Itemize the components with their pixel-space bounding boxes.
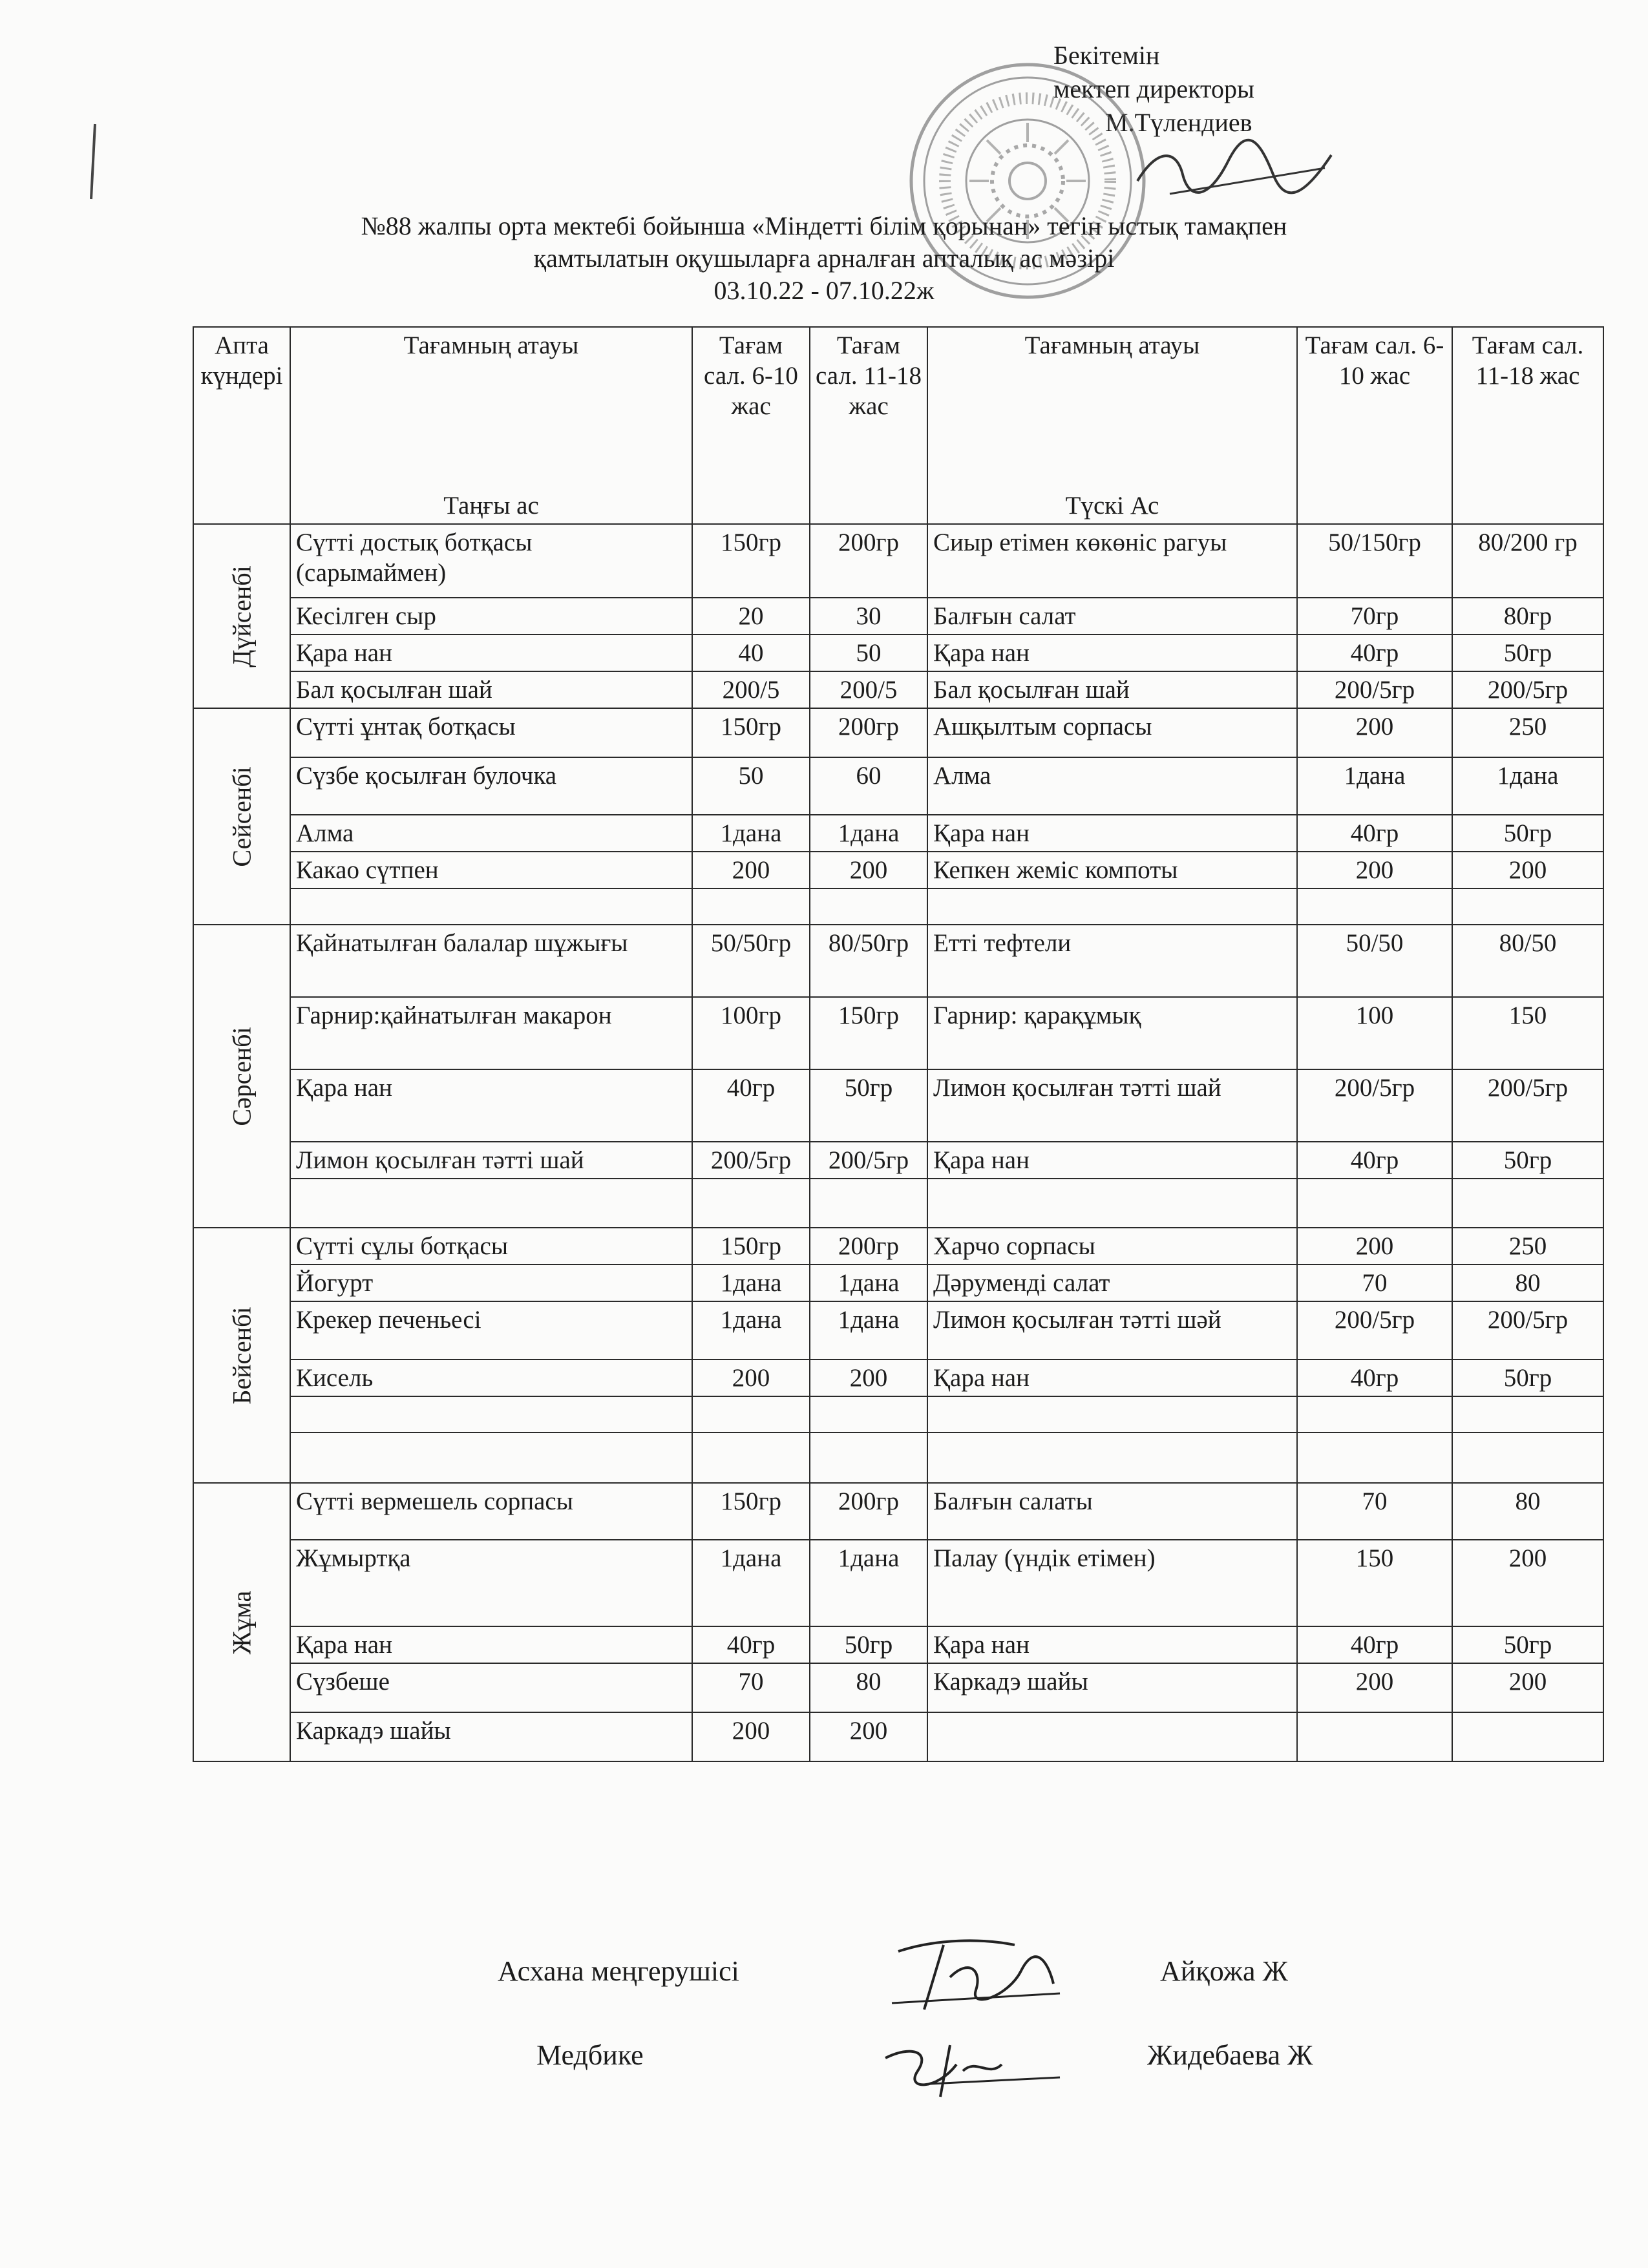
table-row: [193, 1626, 1603, 1663]
lunch-11-18-cell: [1452, 1433, 1603, 1483]
lunch-6-10-cell: 70: [1297, 1483, 1452, 1540]
lunch-6-10-cell: [1297, 1712, 1452, 1761]
breakfast-item-cell: Кесілген сыр: [290, 598, 692, 635]
header-day: Апта күндері: [193, 327, 290, 524]
table-row: [193, 598, 1603, 635]
lunch-item-cell: Қара нан: [927, 1142, 1297, 1179]
lunch-6-10-cell: 200/5гр: [1297, 1301, 1452, 1360]
breakfast-11-18-cell: [810, 1433, 927, 1483]
breakfast-6-10-cell: 1дана: [692, 1540, 810, 1626]
lunch-11-18-cell: [1452, 1396, 1603, 1433]
breakfast-11-18-cell: 200: [810, 1712, 927, 1761]
breakfast-item-cell: Жұмыртқа: [290, 1540, 692, 1626]
table-row: [193, 1265, 1603, 1301]
lunch-6-10-cell: 50/50: [1297, 925, 1452, 997]
lunch-6-10-cell: 200/5гр: [1297, 671, 1452, 708]
header-breakfast: [290, 327, 692, 524]
lunch-11-18-cell: 80: [1452, 1483, 1603, 1540]
breakfast-item-cell: Сүтті ұнтақ ботқасы: [290, 708, 692, 757]
breakfast-6-10-cell: 40: [692, 635, 810, 671]
day-label: Жұма: [227, 1590, 257, 1654]
lunch-11-18-cell: 1дана: [1452, 757, 1603, 815]
header-portion-11-18: Тағам сал. 11-18 жас: [810, 327, 927, 524]
day-cell: [193, 1228, 290, 1483]
cook-name: Айқожа Ж: [1160, 1955, 1288, 1987]
lunch-11-18-cell: 50гр: [1452, 635, 1603, 671]
breakfast-6-10-cell: 150гр: [692, 708, 810, 757]
breakfast-6-10-cell: 50: [692, 757, 810, 815]
lunch-6-10-cell: [1297, 1433, 1452, 1483]
table-row: [193, 1483, 1603, 1540]
lunch-item-cell: Бал қосылған шай: [927, 671, 1297, 708]
menu-table: [193, 326, 1604, 1762]
lunch-item-cell: Балғын салаты: [927, 1483, 1297, 1540]
breakfast-11-18-cell: 150гр: [810, 997, 927, 1069]
breakfast-11-18-cell: [810, 1179, 927, 1228]
lunch-6-10-cell: 200/5гр: [1297, 1069, 1452, 1142]
lunch-11-18-cell: 150: [1452, 997, 1603, 1069]
lunch-item-cell: Харчо сорпасы: [927, 1228, 1297, 1265]
table-row: [193, 1712, 1603, 1761]
menu-body: [193, 524, 1603, 1761]
header-breakfast-sub: Таңғы ас: [443, 492, 539, 520]
lunch-item-cell: [927, 1433, 1297, 1483]
table-row: [193, 1433, 1603, 1483]
lunch-6-10-cell: 40гр: [1297, 635, 1452, 671]
table-row: [193, 524, 1603, 598]
lunch-11-18-cell: [1452, 1179, 1603, 1228]
table-row: [193, 925, 1603, 997]
day-cell: [193, 925, 290, 1228]
lunch-11-18-cell: 80/200 гр: [1452, 524, 1603, 598]
lunch-11-18-cell: 200/5гр: [1452, 671, 1603, 708]
table-row: [193, 815, 1603, 852]
table-row: [193, 1179, 1603, 1228]
lunch-6-10-cell: 100: [1297, 997, 1452, 1069]
breakfast-item-cell: [290, 888, 692, 925]
day-label: Сәрсенбі: [227, 1026, 257, 1126]
breakfast-6-10-cell: 150гр: [692, 524, 810, 598]
breakfast-11-18-cell: 1дана: [810, 815, 927, 852]
breakfast-item-cell: [290, 1433, 692, 1483]
lunch-6-10-cell: 1дана: [1297, 757, 1452, 815]
nurse-signature-icon: [872, 2032, 1066, 2103]
breakfast-11-18-cell: 30: [810, 598, 927, 635]
breakfast-item-cell: Каркадэ шайы: [290, 1712, 692, 1761]
lunch-item-cell: Кепкен жеміс компоты: [927, 852, 1297, 888]
title-line-3: 03.10.22 - 07.10.22ж: [713, 276, 935, 305]
breakfast-11-18-cell: 50гр: [810, 1069, 927, 1142]
breakfast-6-10-cell: 200: [692, 1712, 810, 1761]
day-cell: [193, 1483, 290, 1761]
approval-line-3: М.Түлендиев: [1105, 108, 1252, 137]
breakfast-item-cell: Сүзбеше: [290, 1663, 692, 1712]
lunch-item-cell: Етті тефтели: [927, 925, 1297, 997]
lunch-11-18-cell: 200: [1452, 1540, 1603, 1626]
lunch-6-10-cell: 40гр: [1297, 1360, 1452, 1396]
breakfast-6-10-cell: [692, 1396, 810, 1433]
lunch-6-10-cell: 50/150гр: [1297, 524, 1452, 598]
breakfast-6-10-cell: 50/50гр: [692, 925, 810, 997]
lunch-item-cell: Ашқылтым сорпасы: [927, 708, 1297, 757]
table-row: [193, 1142, 1603, 1179]
breakfast-6-10-cell: [692, 1433, 810, 1483]
breakfast-11-18-cell: 80/50гр: [810, 925, 927, 997]
lunch-6-10-cell: 200: [1297, 852, 1452, 888]
lunch-6-10-cell: [1297, 888, 1452, 925]
breakfast-item-cell: [290, 1396, 692, 1433]
breakfast-item-cell: Гарнир:қайнатылған макарон: [290, 997, 692, 1069]
lunch-11-18-cell: 250: [1452, 1228, 1603, 1265]
breakfast-item-cell: Йогурт: [290, 1265, 692, 1301]
breakfast-6-10-cell: 40гр: [692, 1626, 810, 1663]
breakfast-11-18-cell: 80: [810, 1663, 927, 1712]
breakfast-11-18-cell: 1дана: [810, 1540, 927, 1626]
breakfast-11-18-cell: 200гр: [810, 708, 927, 757]
breakfast-item-cell: Крекер печеньесі: [290, 1301, 692, 1360]
cook-role: Асхана меңгерушісі: [498, 1955, 739, 1987]
margin-mark-icon: [87, 123, 100, 200]
lunch-6-10-cell: 200: [1297, 1663, 1452, 1712]
lunch-11-18-cell: 250: [1452, 708, 1603, 757]
lunch-item-cell: Гарнир: қарақұмық: [927, 997, 1297, 1069]
lunch-11-18-cell: 50гр: [1452, 1360, 1603, 1396]
lunch-6-10-cell: 200: [1297, 708, 1452, 757]
lunch-item-cell: [927, 888, 1297, 925]
lunch-item-cell: Дәруменді салат: [927, 1265, 1297, 1301]
breakfast-6-10-cell: 200: [692, 1360, 810, 1396]
nurse-name: Жидебаева Ж: [1147, 2039, 1313, 2071]
breakfast-6-10-cell: 70: [692, 1663, 810, 1712]
breakfast-item-cell: Қара нан: [290, 1069, 692, 1142]
day-label: Сейсенбі: [227, 766, 257, 867]
lunch-11-18-cell: 80/50: [1452, 925, 1603, 997]
breakfast-item-cell: [290, 1179, 692, 1228]
breakfast-11-18-cell: 60: [810, 757, 927, 815]
breakfast-item-cell: Какао сүтпен: [290, 852, 692, 888]
breakfast-item-cell: Қара нан: [290, 1626, 692, 1663]
table-row: [193, 635, 1603, 671]
breakfast-6-10-cell: [692, 888, 810, 925]
lunch-item-cell: Қара нан: [927, 815, 1297, 852]
breakfast-item-cell: Сүтті сұлы ботқасы: [290, 1228, 692, 1265]
breakfast-11-18-cell: 200/5: [810, 671, 927, 708]
lunch-6-10-cell: [1297, 1396, 1452, 1433]
lunch-11-18-cell: 80: [1452, 1265, 1603, 1301]
lunch-item-cell: Қара нан: [927, 1626, 1297, 1663]
day-cell: [193, 708, 290, 925]
breakfast-item-cell: Бал қосылған шай: [290, 671, 692, 708]
breakfast-11-18-cell: [810, 888, 927, 925]
breakfast-11-18-cell: 200/5гр: [810, 1142, 927, 1179]
breakfast-11-18-cell: 1дана: [810, 1301, 927, 1360]
breakfast-item-cell: Сүтті вермешель сорпасы: [290, 1483, 692, 1540]
title-line-2: қамтылатын оқушыларға арналған апталық ас мәзірі: [533, 244, 1115, 273]
day-label: Дүйсенбі: [227, 565, 257, 667]
header-breakfast-name: Тағамның атауы: [403, 331, 579, 359]
table-row: [193, 1360, 1603, 1396]
lunch-item-cell: Қара нан: [927, 635, 1297, 671]
breakfast-11-18-cell: 200гр: [810, 1228, 927, 1265]
breakfast-6-10-cell: 1дана: [692, 1301, 810, 1360]
table-row: [193, 1540, 1603, 1626]
header-lunch: [927, 327, 1297, 524]
table-row: [193, 708, 1603, 757]
header-portion-6-10: Тағам сал. 6-10 жас: [692, 327, 810, 524]
header-lunch-portion-11-18: Тағам сал. 11-18 жас: [1452, 327, 1603, 524]
approval-line-2: мектеп директоры: [1053, 74, 1254, 103]
breakfast-item-cell: Кисель: [290, 1360, 692, 1396]
breakfast-6-10-cell: 150гр: [692, 1483, 810, 1540]
table-row: [193, 671, 1603, 708]
cook-signature-icon: [885, 1932, 1066, 2022]
director-signature-icon: [1131, 136, 1338, 207]
table-row: [193, 852, 1603, 888]
lunch-item-cell: Балғын салат: [927, 598, 1297, 635]
breakfast-6-10-cell: [692, 1179, 810, 1228]
lunch-item-cell: Алма: [927, 757, 1297, 815]
lunch-6-10-cell: 70гр: [1297, 598, 1452, 635]
lunch-item-cell: [927, 1712, 1297, 1761]
lunch-6-10-cell: 40гр: [1297, 815, 1452, 852]
lunch-11-18-cell: 80гр: [1452, 598, 1603, 635]
breakfast-11-18-cell: 50гр: [810, 1626, 927, 1663]
table-row: [193, 1069, 1603, 1142]
lunch-6-10-cell: 200: [1297, 1228, 1452, 1265]
breakfast-6-10-cell: 200: [692, 852, 810, 888]
lunch-item-cell: Сиыр етімен көкөніс рагуы: [927, 524, 1297, 598]
breakfast-item-cell: Қайнатылған балалар шұжығы: [290, 925, 692, 997]
breakfast-6-10-cell: 1дана: [692, 1265, 810, 1301]
header-lunch-portion-6-10: Тағам сал. 6-10 жас: [1297, 327, 1452, 524]
lunch-item-cell: [927, 1396, 1297, 1433]
day-label: Бейсенбі: [227, 1307, 257, 1404]
breakfast-11-18-cell: 200гр: [810, 524, 927, 598]
day-cell: [193, 524, 290, 708]
breakfast-11-18-cell: 200гр: [810, 1483, 927, 1540]
lunch-11-18-cell: 200/5гр: [1452, 1069, 1603, 1142]
breakfast-6-10-cell: 40гр: [692, 1069, 810, 1142]
lunch-item-cell: Палау (үндік етімен): [927, 1540, 1297, 1626]
breakfast-item-cell: Қара нан: [290, 635, 692, 671]
breakfast-11-18-cell: [810, 1396, 927, 1433]
table-row: [193, 1228, 1603, 1265]
breakfast-11-18-cell: 200: [810, 1360, 927, 1396]
lunch-6-10-cell: 150: [1297, 1540, 1452, 1626]
lunch-11-18-cell: 200: [1452, 852, 1603, 888]
breakfast-6-10-cell: 1дана: [692, 815, 810, 852]
breakfast-6-10-cell: 150гр: [692, 1228, 810, 1265]
breakfast-6-10-cell: 200/5: [692, 671, 810, 708]
table-row: [193, 888, 1603, 925]
approval-line-1: Бекітемін: [1053, 41, 1160, 70]
lunch-item-cell: Қара нан: [927, 1360, 1297, 1396]
breakfast-11-18-cell: 200: [810, 852, 927, 888]
breakfast-6-10-cell: 20: [692, 598, 810, 635]
lunch-11-18-cell: 50гр: [1452, 815, 1603, 852]
breakfast-11-18-cell: 50: [810, 635, 927, 671]
lunch-6-10-cell: 40гр: [1297, 1626, 1452, 1663]
table-row: [193, 1396, 1603, 1433]
lunch-item-cell: Лимон қосылған тәтті шәй: [927, 1301, 1297, 1360]
lunch-6-10-cell: 70: [1297, 1265, 1452, 1301]
breakfast-11-18-cell: 1дана: [810, 1265, 927, 1301]
lunch-11-18-cell: [1452, 1712, 1603, 1761]
lunch-11-18-cell: 200/5гр: [1452, 1301, 1603, 1360]
breakfast-item-cell: Алма: [290, 815, 692, 852]
breakfast-6-10-cell: 200/5гр: [692, 1142, 810, 1179]
breakfast-item-cell: Сүзбе қосылған булочка: [290, 757, 692, 815]
document-title: [162, 210, 1486, 307]
lunch-item-cell: Лимон қосылған тәтті шай: [927, 1069, 1297, 1142]
lunch-6-10-cell: 40гр: [1297, 1142, 1452, 1179]
header-lunch-name: Тағамның атауы: [1024, 331, 1200, 359]
lunch-11-18-cell: 50гр: [1452, 1142, 1603, 1179]
lunch-11-18-cell: [1452, 888, 1603, 925]
table-row: [193, 1663, 1603, 1712]
lunch-6-10-cell: [1297, 1179, 1452, 1228]
table-row: [193, 997, 1603, 1069]
lunch-item-cell: [927, 1179, 1297, 1228]
lunch-11-18-cell: 50гр: [1452, 1626, 1603, 1663]
nurse-role: Медбике: [536, 2039, 644, 2071]
lunch-item-cell: Каркадэ шайы: [927, 1663, 1297, 1712]
breakfast-6-10-cell: 100гр: [692, 997, 810, 1069]
table-row: [193, 757, 1603, 815]
header-lunch-sub: Түскі Ас: [1065, 492, 1159, 520]
breakfast-item-cell: Лимон қосылған тәтті шай: [290, 1142, 692, 1179]
table-row: [193, 1301, 1603, 1360]
title-line-1: №88 жалпы орта мектебі бойынша «Міндетті білім қорынан» тегін ыстық тамақпен: [361, 211, 1287, 240]
lunch-11-18-cell: 200: [1452, 1663, 1603, 1712]
breakfast-item-cell: Сүтті достық ботқасы (сарымаймен): [290, 524, 692, 598]
